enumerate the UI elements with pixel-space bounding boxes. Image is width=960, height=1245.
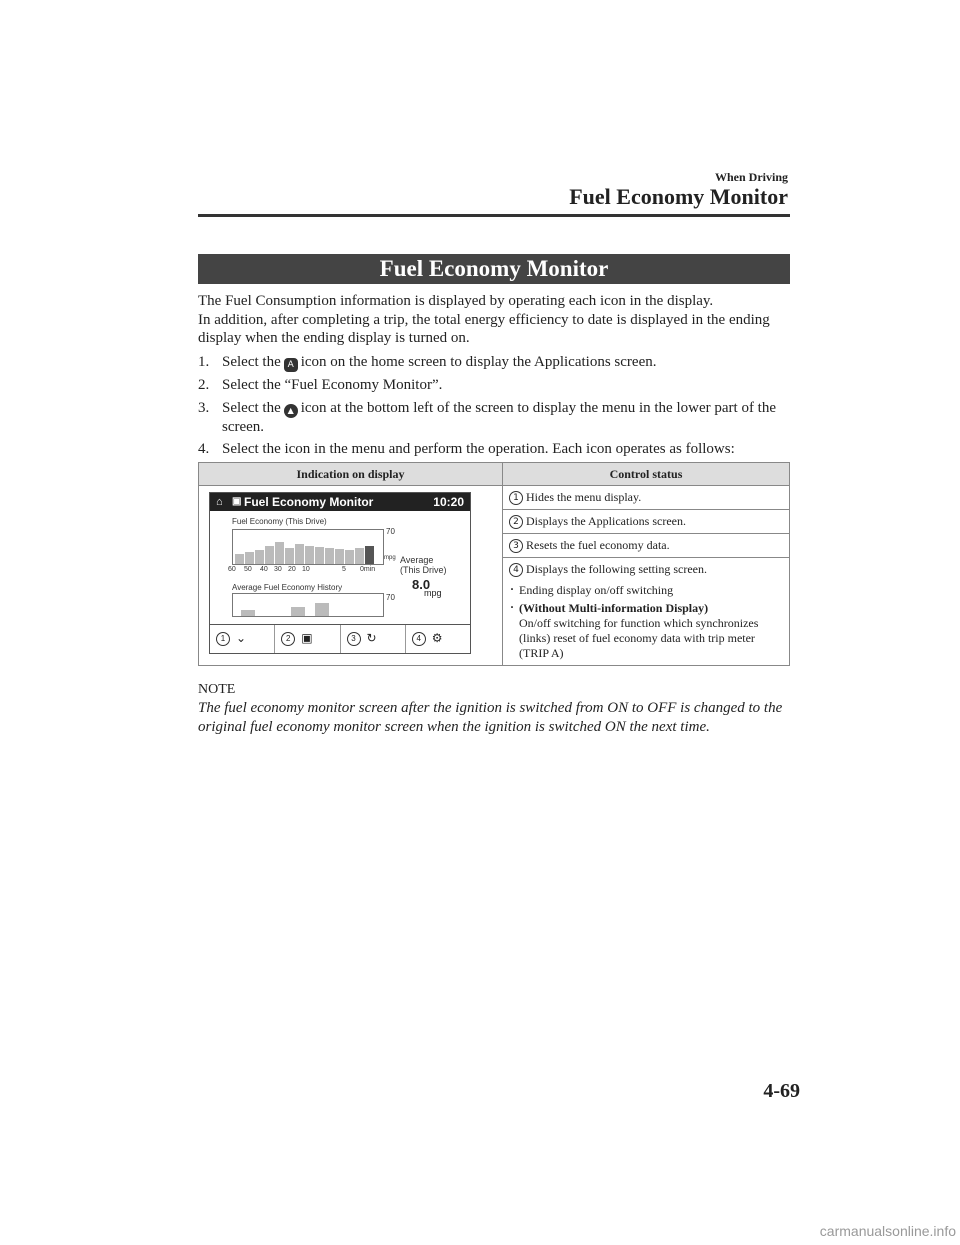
step-2	[198, 376, 790, 395]
screen-menu	[210, 624, 470, 653]
chart-bar	[365, 546, 374, 564]
history-bar	[241, 610, 255, 616]
col-header-indication: Indication on display	[199, 463, 503, 486]
chart-bar	[305, 546, 314, 564]
steps-list	[198, 353, 790, 463]
history-y-max: 70	[386, 593, 395, 602]
chart-bar	[315, 547, 324, 564]
x-tick-label: 50	[244, 566, 252, 573]
step-number: 3.	[198, 399, 210, 416]
page-number: 4-69	[763, 1080, 800, 1102]
fuel-economy-chart	[232, 529, 384, 565]
intro-line-2: In addition, after completing a trip, the total energy efficiency to date is displayed in the ending display when the ending display is turned on.	[198, 311, 770, 346]
step-text: Select the “Fuel Economy Monitor”.	[222, 377, 443, 393]
menu-number: 2	[281, 632, 295, 646]
watermark: carmanualsonline.info	[819, 1223, 956, 1239]
step-text-pre: Select the	[222, 399, 281, 416]
running-header-section: When Driving	[714, 170, 788, 184]
chart-bar	[355, 548, 364, 564]
chart-bar	[245, 552, 254, 564]
step-text: Select the icon in the menu and perform the operation. Each icon operates as follows:	[222, 441, 735, 457]
screen-clock: 10:20	[433, 495, 464, 509]
row-number: 2	[509, 515, 523, 529]
control-row-2	[503, 510, 790, 534]
chart-bar	[265, 546, 274, 564]
fuel-economy-screen	[209, 492, 471, 654]
chart-bar	[235, 554, 244, 564]
running-header-title: Fuel Economy Monitor	[569, 184, 788, 209]
reset-icon: ↻	[366, 631, 377, 645]
average-label-line1: Average	[400, 555, 434, 565]
applications-icon: ▣	[301, 631, 313, 645]
section-banner: Fuel Economy Monitor	[198, 254, 790, 284]
x-tick-label: 60	[228, 566, 236, 573]
chart-bar	[325, 548, 334, 564]
x-tick-label: 0min	[360, 566, 376, 573]
menu-number: 4	[412, 632, 426, 646]
step-1	[198, 353, 790, 372]
chart-label: Fuel Economy (This Drive)	[232, 517, 327, 526]
screen-title: Fuel Economy Monitor	[244, 495, 374, 509]
step-3	[198, 399, 790, 437]
row-number: 4	[509, 563, 523, 577]
x-tick-label: 30	[274, 566, 282, 573]
chevron-up-icon: ▲	[284, 404, 298, 418]
menu-number: 1	[216, 632, 230, 646]
bullet-text: On/off switching for function which synchronizes (links) reset of fuel economy data with trip meter (TRIP A)	[519, 616, 759, 660]
intro-text	[198, 292, 790, 348]
unit-label: mpg	[384, 555, 396, 561]
row-text: Hides the menu display.	[526, 490, 642, 504]
history-bar	[291, 607, 305, 616]
intro-line-1: The Fuel Consumption information is displayed by operating each icon in the display.	[198, 293, 714, 309]
control-row-4	[503, 558, 790, 666]
control-table	[198, 462, 790, 666]
y-max-label: 70	[386, 527, 395, 536]
average-value: 8.0	[412, 577, 431, 592]
x-tick-label: 5	[342, 566, 346, 573]
chart-bar	[335, 549, 344, 564]
average-label-line2: (This Drive)	[400, 565, 447, 575]
gear-icon: ⚙	[431, 631, 443, 645]
chart-bar	[275, 542, 284, 564]
step-4	[198, 440, 790, 459]
step-number: 2.	[198, 377, 210, 393]
step-text-post: icon on the home screen to display the Applications screen.	[300, 354, 657, 370]
step-number: 1.	[198, 354, 210, 370]
step-text-pre: Select the	[222, 354, 281, 370]
chart-bar	[255, 550, 264, 564]
row-number: 3	[509, 539, 523, 553]
history-label: Average Fuel Economy History	[232, 583, 343, 592]
chart-bar	[285, 548, 294, 564]
x-tick-label: 20	[288, 566, 296, 573]
chevron-down-icon: ⌄	[236, 631, 247, 645]
step-text-post: icon at the bottom left of the screen to display the menu in the lower part of the screen.	[222, 399, 777, 435]
row-text: Displays the Applications screen.	[526, 514, 686, 528]
x-tick-label: 40	[260, 566, 268, 573]
control-row-3	[503, 534, 790, 558]
x-tick-label: 10	[302, 566, 310, 573]
bullet-ending-display: · Ending display on/off switching	[509, 583, 783, 598]
note-text: The fuel economy monitor screen after the ignition is switched from ON to OFF is changed to the original fuel economy monitor screen when the ignition is switched ON the next time.	[198, 700, 783, 735]
applications-icon: A	[284, 358, 298, 372]
menu-item-hide[interactable]	[210, 625, 275, 653]
menu-item-applications[interactable]	[275, 625, 340, 653]
menu-number: 3	[347, 632, 361, 646]
screen-title-bar	[210, 493, 470, 511]
home-icon: ⌂	[216, 496, 223, 508]
display-illustration-cell	[199, 486, 503, 666]
step-number: 4.	[198, 441, 210, 457]
row-text: Resets the fuel economy data.	[526, 538, 670, 552]
note-heading: NOTE	[198, 682, 236, 697]
row-text: Displays the following setting screen.	[526, 562, 707, 576]
average-label	[400, 555, 447, 575]
menu-item-settings[interactable]	[406, 625, 470, 653]
menu-item-reset[interactable]	[341, 625, 406, 653]
header-rule	[198, 214, 790, 217]
col-header-control: Control status	[503, 463, 790, 486]
row-number: 1	[509, 491, 523, 505]
average-unit: mpg	[424, 588, 442, 598]
chart-bar	[295, 544, 304, 564]
bullet-bold-text: (Without Multi-information Display)	[519, 601, 709, 615]
chart-bar	[345, 550, 354, 564]
history-bar	[315, 603, 329, 616]
history-chart	[232, 593, 384, 617]
bullet-multi-info	[509, 601, 783, 661]
applications-icon: ▣	[232, 496, 242, 507]
control-row-1	[503, 486, 790, 510]
